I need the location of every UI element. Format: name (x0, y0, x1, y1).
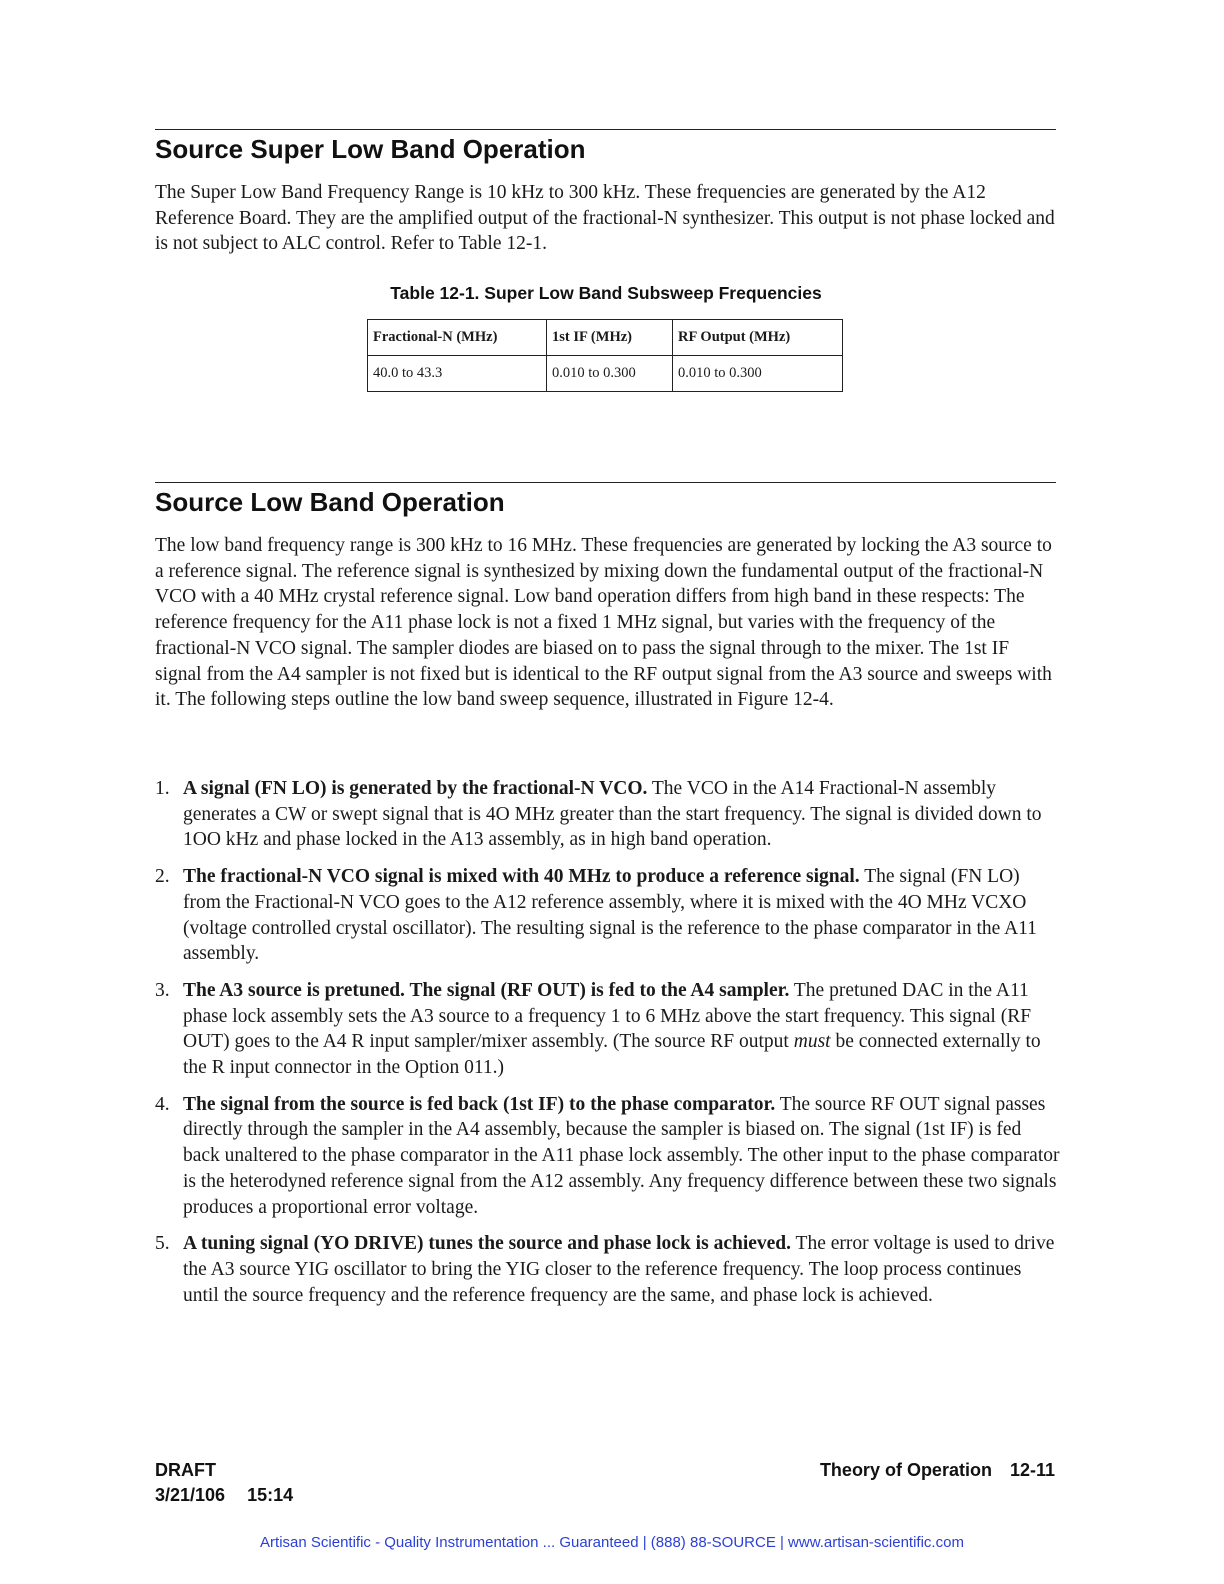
table-cell: 0.010 to 0.300 (547, 356, 673, 392)
table-header-cell: 1st IF (MHz) (547, 320, 673, 356)
footer-section-title: Theory of Operation (819, 1460, 992, 1480)
table-header-cell: RF Output (MHz) (673, 320, 843, 356)
step-text: The error voltage is used to drive the A3 source YIG oscillator to bring the YIG closer to the reference frequency. The loop process continues until the source frequency and the reference frequency are the same, and phase lock is achieved. (183, 1233, 1055, 1306)
step-text: The source RF OUT signal passes directly through the sampler in the A4 assembly, because the sampler is biased on. The signal (1st IF) is fed back unaltered to the phase comparator in the A11 phase lock assembly. The other input to the phase comparator is the heterodyned reference signal from the A12 assembly. Any frequency difference between these two signals produces a proportional error voltage. (183, 1093, 1060, 1218)
section-rule (155, 482, 1056, 483)
list-number: 3. (155, 979, 170, 1001)
step-lead: A tuning signal (YO DRIVE) tunes the source and phase lock is achieved. (183, 1233, 792, 1255)
subsweep-frequency-table (367, 319, 843, 392)
step-lead: The signal from the source is fed back (1st IF) to the phase comparator. (183, 1093, 776, 1115)
table-header-cell: Fractional-N (MHz) (368, 320, 547, 356)
step-text: The VCO in the A14 Fractional-N assembly generates a CW or swept signal that is 4O MHz greater than the start frequency. The signal is divided down to 1OO kHz and phase locked in the A13 assembly, as in high band operation. (183, 778, 1042, 851)
list-item (155, 776, 1060, 853)
step-emphasis: must (793, 1031, 831, 1053)
section-rule (155, 129, 1056, 130)
footer-time: 15:14 (247, 1485, 294, 1505)
footer-draft-label: DRAFT (155, 1460, 216, 1480)
table-header-row (368, 320, 843, 356)
section-title-super-low-band: Source Super Low Band Operation (155, 134, 586, 164)
list-number: 1. (155, 778, 170, 799)
step-lead: A signal (FN LO) is generated by the fractional-N VCO. (183, 778, 648, 799)
list-number: 4. (155, 1093, 170, 1115)
step-text: The signal (FN LO) from the Fractional-N VCO goes to the A12 reference assembly, where it is mixed with the 4O MHz VCXO (voltage controlled crystal oscillator). The resulting signal is the reference to the phase comparator in the A11 assembly. (183, 866, 1037, 965)
list-item (155, 864, 1060, 967)
vendor-footer-link[interactable]: Artisan Scientific - Quality Instrumentation ... Guaranteed | (888) 88-SOURCE | www.artisan-scientific.com (260, 1534, 964, 1551)
step-lead: The fractional-N VCO signal is mixed with 40 MHz to produce a reference signal. (183, 866, 860, 888)
table-cell: 40.0 to 43.3 (368, 356, 547, 392)
footer-date: 3/21/106 (155, 1485, 226, 1505)
list-item (155, 1092, 1060, 1221)
list-item (155, 1231, 1060, 1308)
list-item (155, 978, 1060, 1081)
footer-date-time (155, 1485, 293, 1506)
list-number: 2. (155, 866, 170, 888)
footer-page-number: 12-11 (1009, 1460, 1055, 1480)
super-low-band-paragraph: The Super Low Band Frequency Range is 10 kHz to 300 kHz. These frequencies are generated by the A12 Reference Board. They are the amplified output of the fractional-N synthesizer. This output is not phase locked and is not subject to ALC control. Refer to Table 12-1. (155, 182, 1055, 255)
low-band-paragraph: The low band frequency range is 300 kHz to 16 MHz. These frequencies are generated by locking the A3 source to a reference signal. The reference signal is synthesized by mixing down the fundamental output of the fractional-N VCO with a 40 MHz crystal reference signal. Low band operation differs from high band in these respects: The reference frequency for the A11 phase lock is not a fixed 1 MHz signal, but varies with the frequency of the fractional-N VCO signal. The sampler diodes are biased on to pass the signal through to the mixer. The 1st IF signal from the A4 sampler is not fixed but is identical to the RF output signal from the A3 source and sweeps with it. The following steps outline the low band sweep sequence, illustrated in Figure 12-4. (155, 535, 1052, 711)
footer-section-page (820, 1460, 1055, 1481)
table-caption: Table 12-1. Super Low Band Subsweep Frequencies (390, 283, 822, 303)
step-text: The pretuned DAC in the A11 phase lock assembly sets the A3 source to a frequency 1 to 6 MHz above the start frequency. This signal (RF OUT) goes to the A4 R input sampler/mixer assembly. (The source RF output (183, 979, 1032, 1053)
table-cell: 0.010 to 0.300 (673, 356, 843, 392)
step-text-continued: be connected externally to the R input connector in the Option 011.) (183, 1031, 1041, 1079)
section-title-low-band: Source Low Band Operation (155, 487, 505, 517)
list-number: 5. (155, 1233, 170, 1255)
step-lead: The A3 source is pretuned. The signal (RF OUT) is fed to the A4 sampler. (183, 979, 790, 1001)
sweep-sequence-list (155, 776, 1060, 1319)
table-row (368, 356, 843, 392)
